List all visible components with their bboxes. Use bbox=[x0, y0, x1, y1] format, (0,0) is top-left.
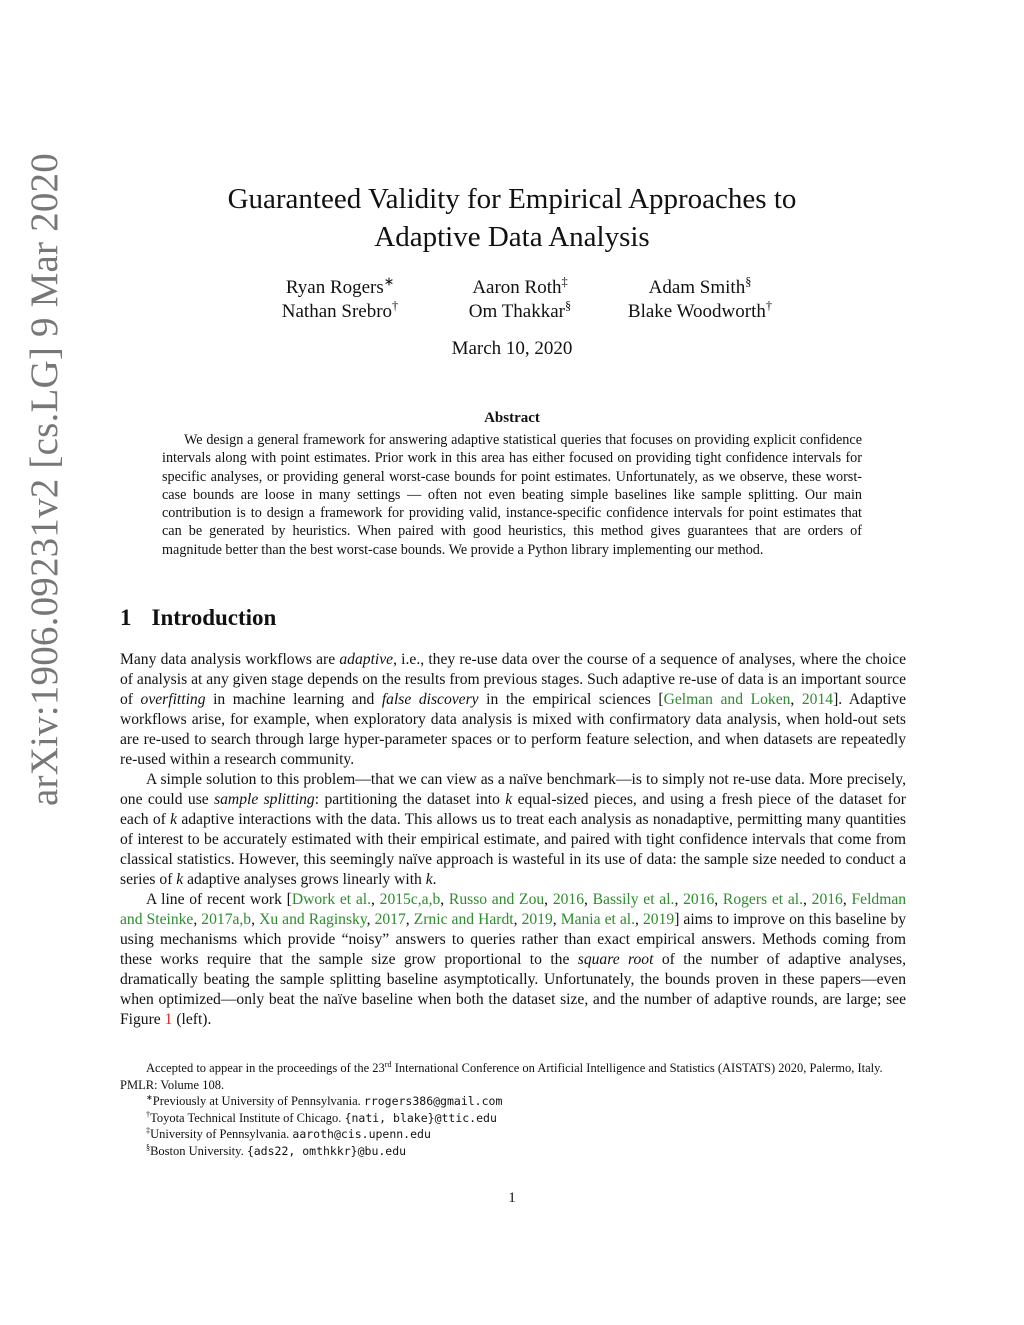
citation-link[interactable]: Xu and Raginsky bbox=[259, 911, 367, 928]
paragraph: A simple solution to this problem—that we can view as a naïve benchmark—is to simply not re-use data. More precisely, one could use sample splitting: partitioning the dataset into k equal-sized pieces, and using a fresh piece of the dataset for each of k adaptive interactions with the data. This allows us to treat each analysis as nonadaptive, permitting many quantities of interest to be accurately estimated with their empirical estimate, and paired with tight confidence intervals that come from classical statistics. However, this seemingly naïve approach is wasteful in its use of data: the sample size needed to conduct a series of k adaptive analyses grows linearly with k. bbox=[120, 771, 907, 888]
citation-link[interactable]: Russo and Zou bbox=[448, 891, 545, 908]
citation-link[interactable]: 2014 bbox=[801, 691, 834, 708]
citation-link[interactable]: Gelman and Loken bbox=[663, 691, 791, 708]
footnote: ‡University of Pennsylvania. aaroth@cis.upenn.edu bbox=[146, 1125, 431, 1141]
figure-ref-link[interactable]: 1 bbox=[164, 1011, 173, 1028]
citation-link[interactable]: 2016 bbox=[811, 891, 843, 908]
author: Om Thakkar§ bbox=[468, 298, 572, 322]
email[interactable]: aaroth@cis.upenn.edu bbox=[292, 1127, 431, 1141]
author: Ryan Rogers∗ bbox=[285, 274, 395, 298]
citation-link[interactable]: Rogers et al. bbox=[722, 891, 803, 908]
footnote: ∗Previously at University of Pennsylvania. rrogers386@gmail.com bbox=[146, 1092, 503, 1108]
intro-body bbox=[120, 650, 906, 1030]
email[interactable]: {ads22, omthkkr}@bu.edu bbox=[246, 1143, 407, 1158]
paragraph: Many data analysis workflows are adaptive, i.e., they re-use data over the course of a sequence of analyses, where the choice of analysis at any given stage depends on the results from previous stages. Such adaptive re-use of data is an important source of overfitting in machine learning and false discovery in the empirical sciences [Gelman and Loken, 2014]. Adaptive workflows arise, for example, when exploratory data analysis is mixed with confirmatory data analysis, when hold-out sets are re-used to search through large hyper-parameter spaces or to perform feature selection, and when datasets are repeatedly re-used within a research community. bbox=[120, 651, 907, 768]
section-heading: 1 Introduction bbox=[120, 605, 277, 630]
citation-link[interactable]: Feldman and Steinke bbox=[120, 891, 907, 928]
citation-link[interactable]: Mania et al. bbox=[560, 911, 636, 928]
footnotes bbox=[120, 1060, 906, 1159]
paragraph: A line of recent work [Dwork et al., 2015c,a,b, Russo and Zou, 2016, Bassily et al., 2016, Rogers et al., 2016, Feldman and Steinke, 2017a,b, Xu and Raginsky, 2017, Zrnic and Hardt, 2019, Mania et al., 2019] aims to improve on this baseline by using mechanisms which provide “noisy” answers to queries rather than exact empirical answers. Methods coming from these works require that the sample size grow proportional to the square root of the number of adaptive analyses, dramatically beating the sample splitting baseline asymptotically. Unfortunately, the bounds proven in these papers—even when optimized—only beat the naïve baseline when both the dataset size, and the number of adaptive rounds, are large; see Figure 1 (left). bbox=[120, 891, 907, 1028]
citation-link[interactable]: 2017 bbox=[374, 911, 406, 928]
paper-title bbox=[120, 180, 904, 256]
citation-link[interactable]: 2019 bbox=[521, 911, 553, 928]
author: Blake Woodworth† bbox=[627, 298, 773, 322]
citation-link[interactable]: 2017a,b bbox=[201, 911, 252, 928]
title-line-2: Adaptive Data Analysis bbox=[374, 221, 650, 253]
author: Nathan Srebro† bbox=[281, 298, 399, 322]
footnote: †Toyota Technical Institute of Chicago. {nati, blake}@ttic.edu bbox=[146, 1109, 497, 1125]
citation-link[interactable]: Dwork et al. bbox=[291, 891, 372, 908]
email[interactable]: {nati, blake}@ttic.edu bbox=[344, 1110, 497, 1125]
author: Aaron Roth‡ bbox=[472, 274, 568, 298]
citation-link[interactable]: Zrnic and Hardt bbox=[413, 911, 514, 928]
paper-date: March 10, 2020 bbox=[451, 338, 573, 359]
abstract-heading: Abstract bbox=[484, 410, 540, 426]
email[interactable]: rrogers386@gmail.com bbox=[363, 1094, 503, 1108]
citation-link[interactable]: 2015c,a,b bbox=[379, 891, 441, 908]
arxiv-sidebar-stamp: arXiv:1906.09231v2 [cs.LG] 9 Mar 2020 bbox=[23, 153, 66, 806]
citation-link[interactable]: 2016 bbox=[683, 891, 715, 908]
citation-link[interactable]: 2019 bbox=[643, 911, 675, 928]
abstract-text: We design a general framework for answering adaptive statistical queries that focuses on providing explicit confidence intervals along with point estimates. Prior work in this area has either focused on providing tight confidence intervals for specific analyses, or providing general worst-case bounds for point estimates. Unfortunately, as we observe, these worst-case bounds are loose in many settings — often not even beating simple baselines like sample splitting. Our main contribution is to design a framework for providing valid, instance-specific confidence intervals for point estimates that can be generated by heuristics. When paired with good heuristics, this method gives guarantees that are orders of magnitude better than the best worst-case bounds. We provide a Python library implementing our method. bbox=[162, 432, 862, 558]
title-line-1: Guaranteed Validity for Empirical Approaches to bbox=[227, 183, 797, 215]
page-number: 1 bbox=[508, 1190, 516, 1206]
author: Adam Smith§ bbox=[648, 274, 752, 298]
author-block bbox=[250, 276, 790, 324]
citation-link[interactable]: 2016 bbox=[552, 891, 584, 908]
citation-link[interactable]: Bassily et al. bbox=[592, 891, 675, 908]
footnote: §Boston University. {ads22, omthkkr}@bu.edu bbox=[146, 1142, 407, 1158]
footnote-accepted: Accepted to appear in the proceedings of the 23rd International Conference on Artificial Intelligence and Statistics (AISTATS) 2020, Palermo, Italy. PMLR: Volume 108. bbox=[120, 1059, 883, 1092]
